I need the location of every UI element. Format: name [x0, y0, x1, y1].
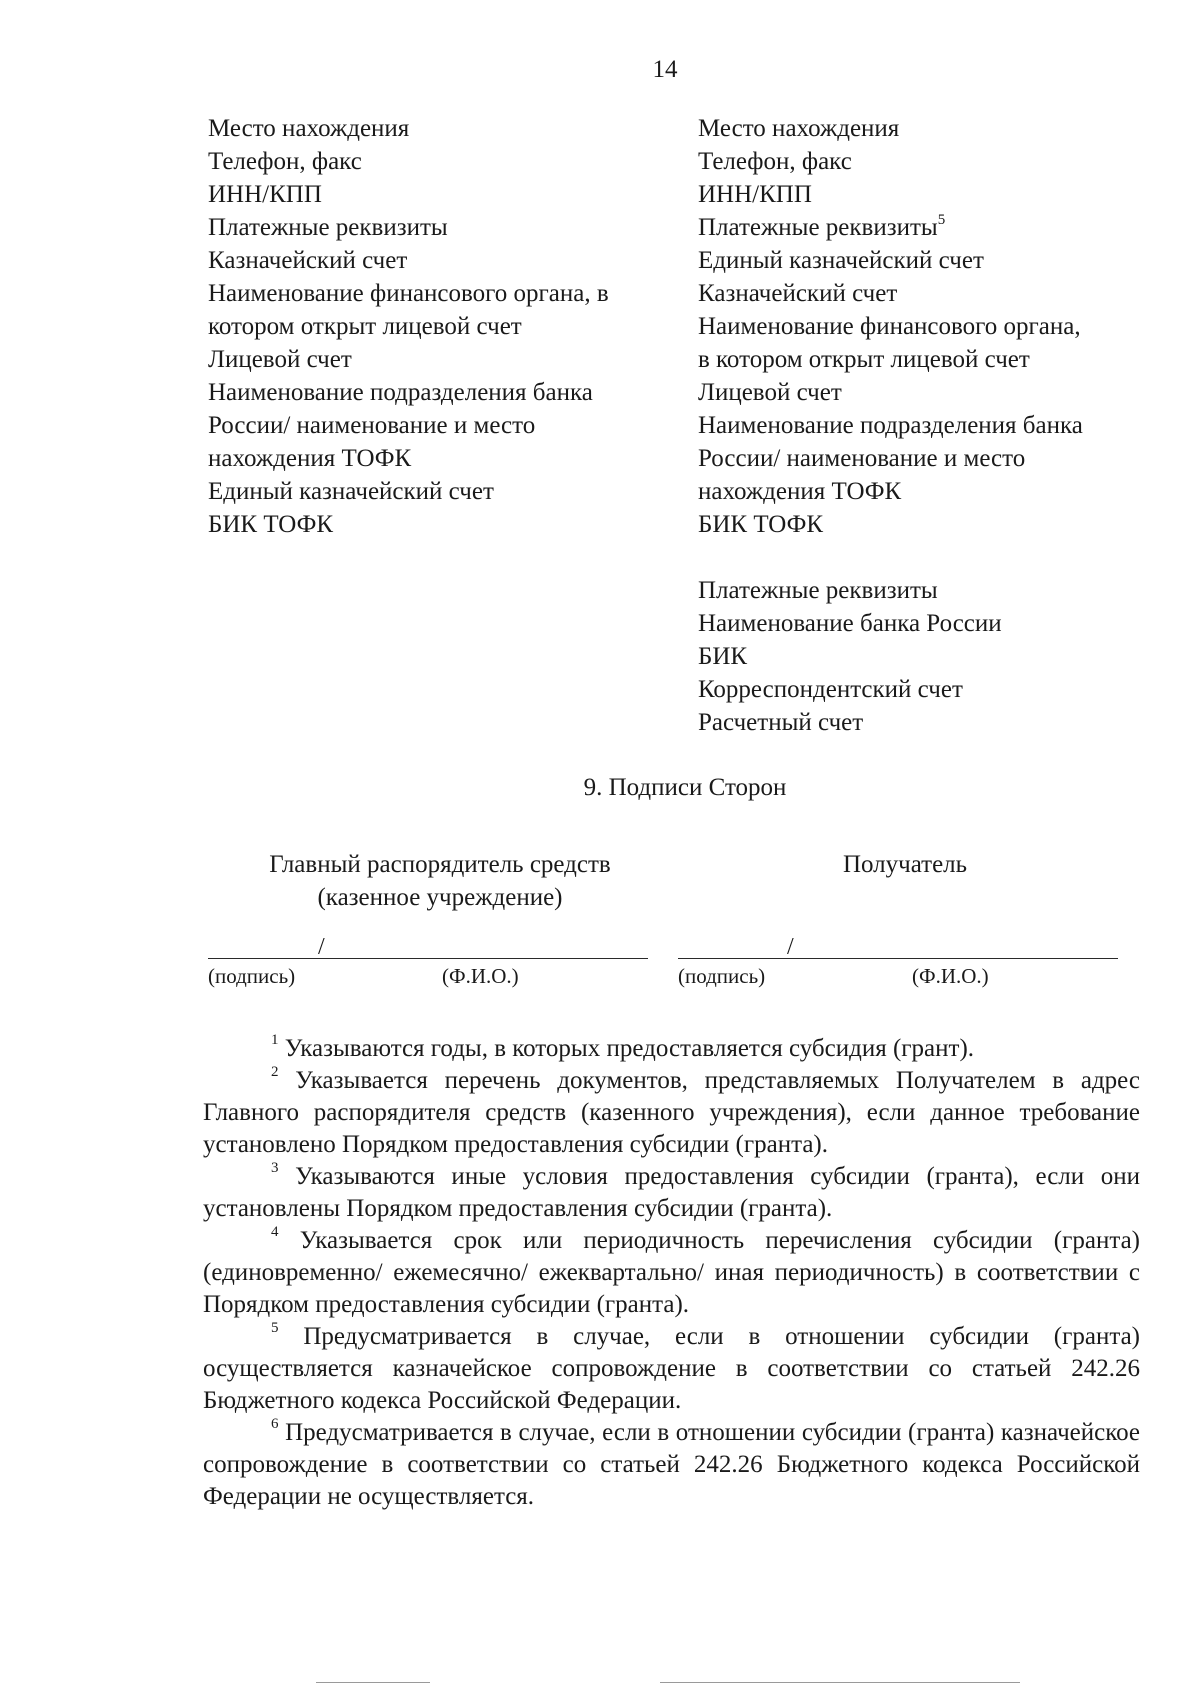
requisite-line: Единый казначейский счет [208, 478, 494, 505]
footnote-number: 6 [271, 1415, 279, 1432]
requisite-line: Наименование финансового органа, в [208, 280, 609, 307]
footnotes [203, 1033, 1140, 1513]
recipient-title: Получатель [842, 851, 968, 878]
requisite-line: Расчетный счет [698, 709, 864, 736]
name-caption: (Ф.И.О.) [912, 964, 989, 988]
requisite-line: России/ наименование и место [208, 412, 536, 439]
footnote [203, 1161, 1140, 1225]
requisite-line: Казначейский счет [698, 280, 898, 307]
signature-caption: (подпись) [678, 964, 766, 988]
requisite-line: Единый казначейский счет [698, 247, 984, 274]
requisite-line: Место нахождения [698, 115, 900, 142]
footnote-ref: 5 [937, 211, 946, 228]
grantor-requisites [208, 112, 668, 541]
footnote [203, 1225, 1140, 1321]
requisite-line: ИНН/КПП [698, 181, 812, 208]
requisite-line: Корреспондентский счет [698, 676, 963, 703]
page-number: 14 [652, 56, 678, 83]
footnote [203, 1033, 1140, 1065]
signature-line [678, 958, 1118, 959]
requisite-line: Платежные реквизиты [698, 577, 938, 604]
grantor-heading [230, 848, 650, 914]
requisite-line: Телефон, факс [208, 148, 362, 175]
footnote-number: 2 [271, 1063, 279, 1080]
scan-edge-rule [660, 1682, 1020, 1683]
requisite-gap [698, 541, 1148, 574]
footnote [203, 1417, 1140, 1513]
footnote-number: 1 [271, 1031, 279, 1048]
signature-caption: (подпись) [208, 964, 296, 988]
footnote [203, 1065, 1140, 1161]
footnote-text: Предусматривается в случае, если в отношении субсидии (гранта) осуществляется казначейское сопровождение в соответствии со статьей 242.26 Бюджетного кодекса Российской Федерации. [203, 1323, 1141, 1414]
requisite-line: Место нахождения [208, 115, 410, 142]
requisite-line: котором открыт лицевой счет [208, 313, 522, 340]
footnote-text: Указываются годы, в которых предоставляется субсидия (грант). [284, 1035, 975, 1062]
footnote [203, 1321, 1140, 1417]
signature-slash: / [787, 934, 794, 960]
requisite-line: нахождения ТОФК [208, 445, 412, 472]
requisite-line: БИК ТОФК [208, 511, 334, 538]
requisite-line: Наименование банка России [698, 610, 1002, 637]
grantor-signature-block [208, 936, 648, 988]
recipient-heading [705, 848, 1105, 881]
requisite-line: Платежные реквизиты [208, 214, 448, 241]
requisite-line: нахождения ТОФК [698, 478, 902, 505]
requisite-line: Наименование подразделения банка [208, 379, 593, 406]
requisite-line: БИК ТОФК [698, 511, 824, 538]
requisite-line: Лицевой счет [698, 379, 842, 406]
footnote-number: 3 [271, 1159, 279, 1176]
signature-slash: / [318, 934, 325, 960]
section-title: 9. Подписи Сторон [583, 774, 787, 801]
footnote-number: 4 [271, 1223, 279, 1240]
footnote-text: Предусматривается в случае, если в отношении субсидии (гранта) казначейское сопровождение в соответствии со статьей 242.26 Бюджетного кодекса Российской Федерации не осуществляется. [203, 1419, 1140, 1510]
requisite-line: Наименование финансового органа, [698, 313, 1081, 340]
requisite-line: Лицевой счет [208, 346, 352, 373]
grantor-title: Главный распорядитель средств [269, 851, 611, 878]
requisite-line: Наименование подразделения банка [698, 412, 1083, 439]
signature-line [208, 958, 648, 959]
footnote-text: Указываются иные условия предоставления субсидии (гранта), если они установлены Порядком предоставления субсидии (гранта). [203, 1163, 1140, 1222]
requisite-line: Телефон, факс [698, 148, 852, 175]
footnote-text: Указывается срок или периодичность перечисления субсидии (гранта) (единовременно/ ежемесячно/ ежеквартально/ иная периодичность) в соответствии с Порядком предоставления субсидии (гранта). [203, 1227, 1140, 1318]
footnote-text: Указывается перечень документов, представляемых Получателем в адрес Главного распорядителя средств (казенного учреждения), если данное требование установлено Порядком предоставления субсидии (гранта). [203, 1067, 1140, 1158]
footnote-number: 5 [271, 1319, 279, 1336]
requisite-line: ИНН/КПП [208, 181, 322, 208]
recipient-requisites [698, 112, 1148, 739]
requisite-line: Казначейский счет [208, 247, 408, 274]
grantor-subtitle: (казенное учреждение) [317, 884, 563, 911]
requisite-text: Платежные реквизиты [698, 214, 938, 241]
requisite-line: России/ наименование и место [698, 445, 1026, 472]
requisite-line: БИК [698, 643, 748, 670]
requisite-line [698, 211, 1148, 244]
requisite-line: в котором открыт лицевой счет [698, 346, 1030, 373]
scan-edge-rule [316, 1682, 430, 1683]
recipient-signature-block [678, 936, 1118, 988]
name-caption: (Ф.И.О.) [442, 964, 519, 988]
